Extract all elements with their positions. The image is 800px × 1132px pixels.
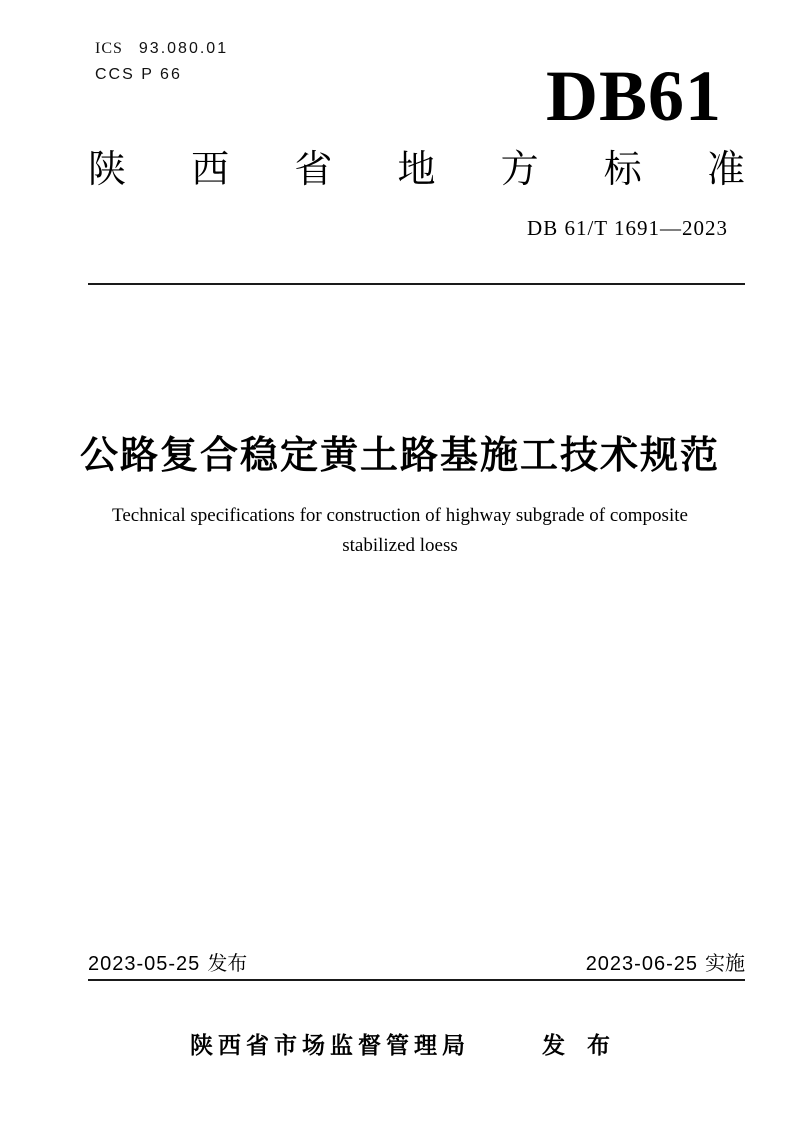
document-title-en (0, 501, 800, 561)
standard-number: DB 61/T 1691—2023 (527, 216, 728, 240)
classification-codes (95, 36, 228, 88)
issue-date-group (88, 951, 247, 977)
ccs-value: CCS P 66 (95, 66, 182, 83)
footer-rule (88, 979, 745, 981)
publisher-name: 陕西省市场监督管理局 (190, 1032, 470, 1058)
standard-type-title: 陕 西 省 地 方 标 准 (88, 149, 745, 191)
implementation-date: 2023-06-25 (585, 953, 698, 975)
implementation-label: 实施 (705, 953, 745, 975)
ics-line (95, 36, 228, 62)
ics-label: ICS (95, 40, 123, 57)
title-en-line1: Technical specifications for construction of highway subgrade of composite (112, 505, 688, 526)
issue-label: 发布 (207, 953, 248, 975)
title-en-line2: stabilized loess (342, 535, 458, 556)
issue-date: 2023-05-25 (88, 953, 201, 975)
dates-row (88, 951, 745, 977)
publisher-row (0, 1027, 800, 1060)
ics-value: 93.080.01 (138, 40, 229, 57)
implementation-date-group (586, 951, 745, 977)
ccs-line (95, 62, 228, 88)
publish-action-label: 发布 (542, 1032, 632, 1058)
header-rule (88, 283, 745, 285)
document-title-zh: 公路复合稳定黄土路基施工技术规范 (79, 435, 720, 477)
db61-logo: DB61 (545, 56, 722, 136)
